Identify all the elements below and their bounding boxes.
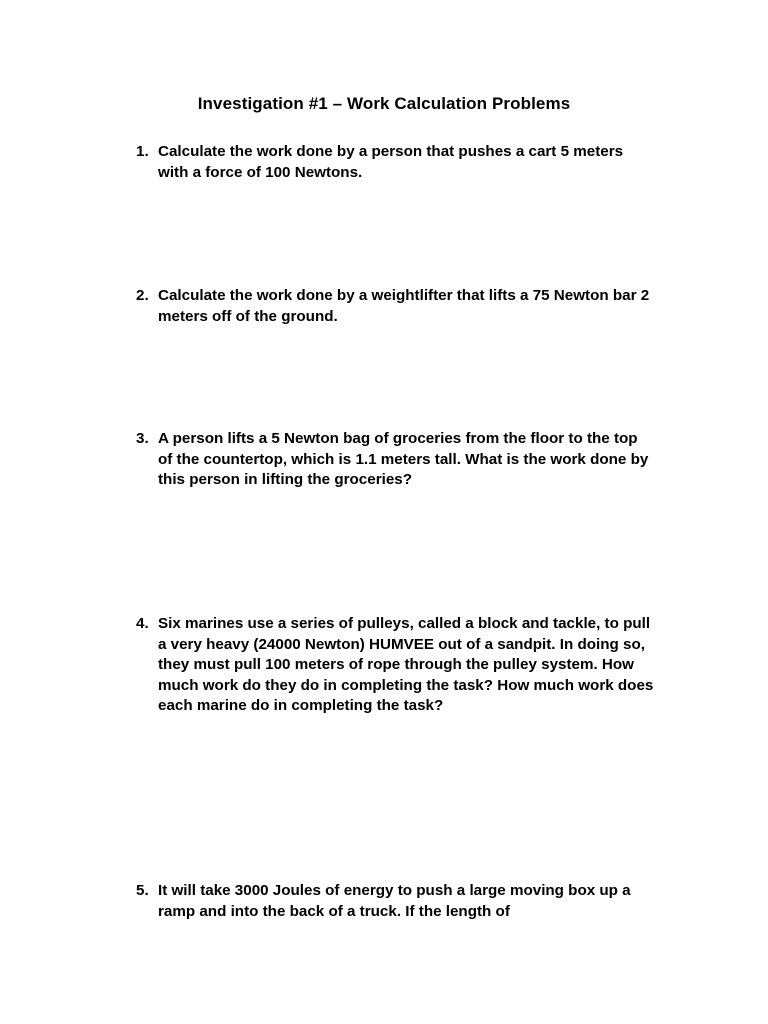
problem-number: 3. [136,430,149,447]
problem-text: Calculate the work done by a person that pushes a cart 5 meters with a force of 100 Newtons. [158,143,624,181]
problem-number: 4. [136,615,149,632]
problem-text: It will take 3000 Joules of energy to push a large moving box up a ramp and into the back of a truck. If the length of [158,882,631,920]
problem-number: 2. [136,287,149,304]
problem-number: 1. [136,143,149,160]
problem-number: 5. [136,882,149,899]
problem-item [136,142,656,183]
problem-text: Calculate the work done by a weightlifter that lifts a 75 Newton bar 2 meters off of the ground. [158,287,650,325]
problem-text: A person lifts a 5 Newton bag of groceries from the floor to the top of the countertop, which is 1.1 meters tall. What is the work done by this person in lifting the groceries? [158,430,649,489]
problem-text: Six marines use a series of pulleys, called a block and tackle, to pull a very heavy (24000 Newton) HUMVEE out of a sandpit. In doing so, they must pull 100 meters of rope through the pulley system. How much work do they do in completing the task? How much work does each marine do in completing the task? [158,615,654,715]
problem-item [136,881,656,922]
page-title: Investigation #1 – Work Calculation Problems [197,94,571,113]
problem-item [136,429,656,491]
problem-item [136,614,656,717]
problem-item [136,286,656,327]
